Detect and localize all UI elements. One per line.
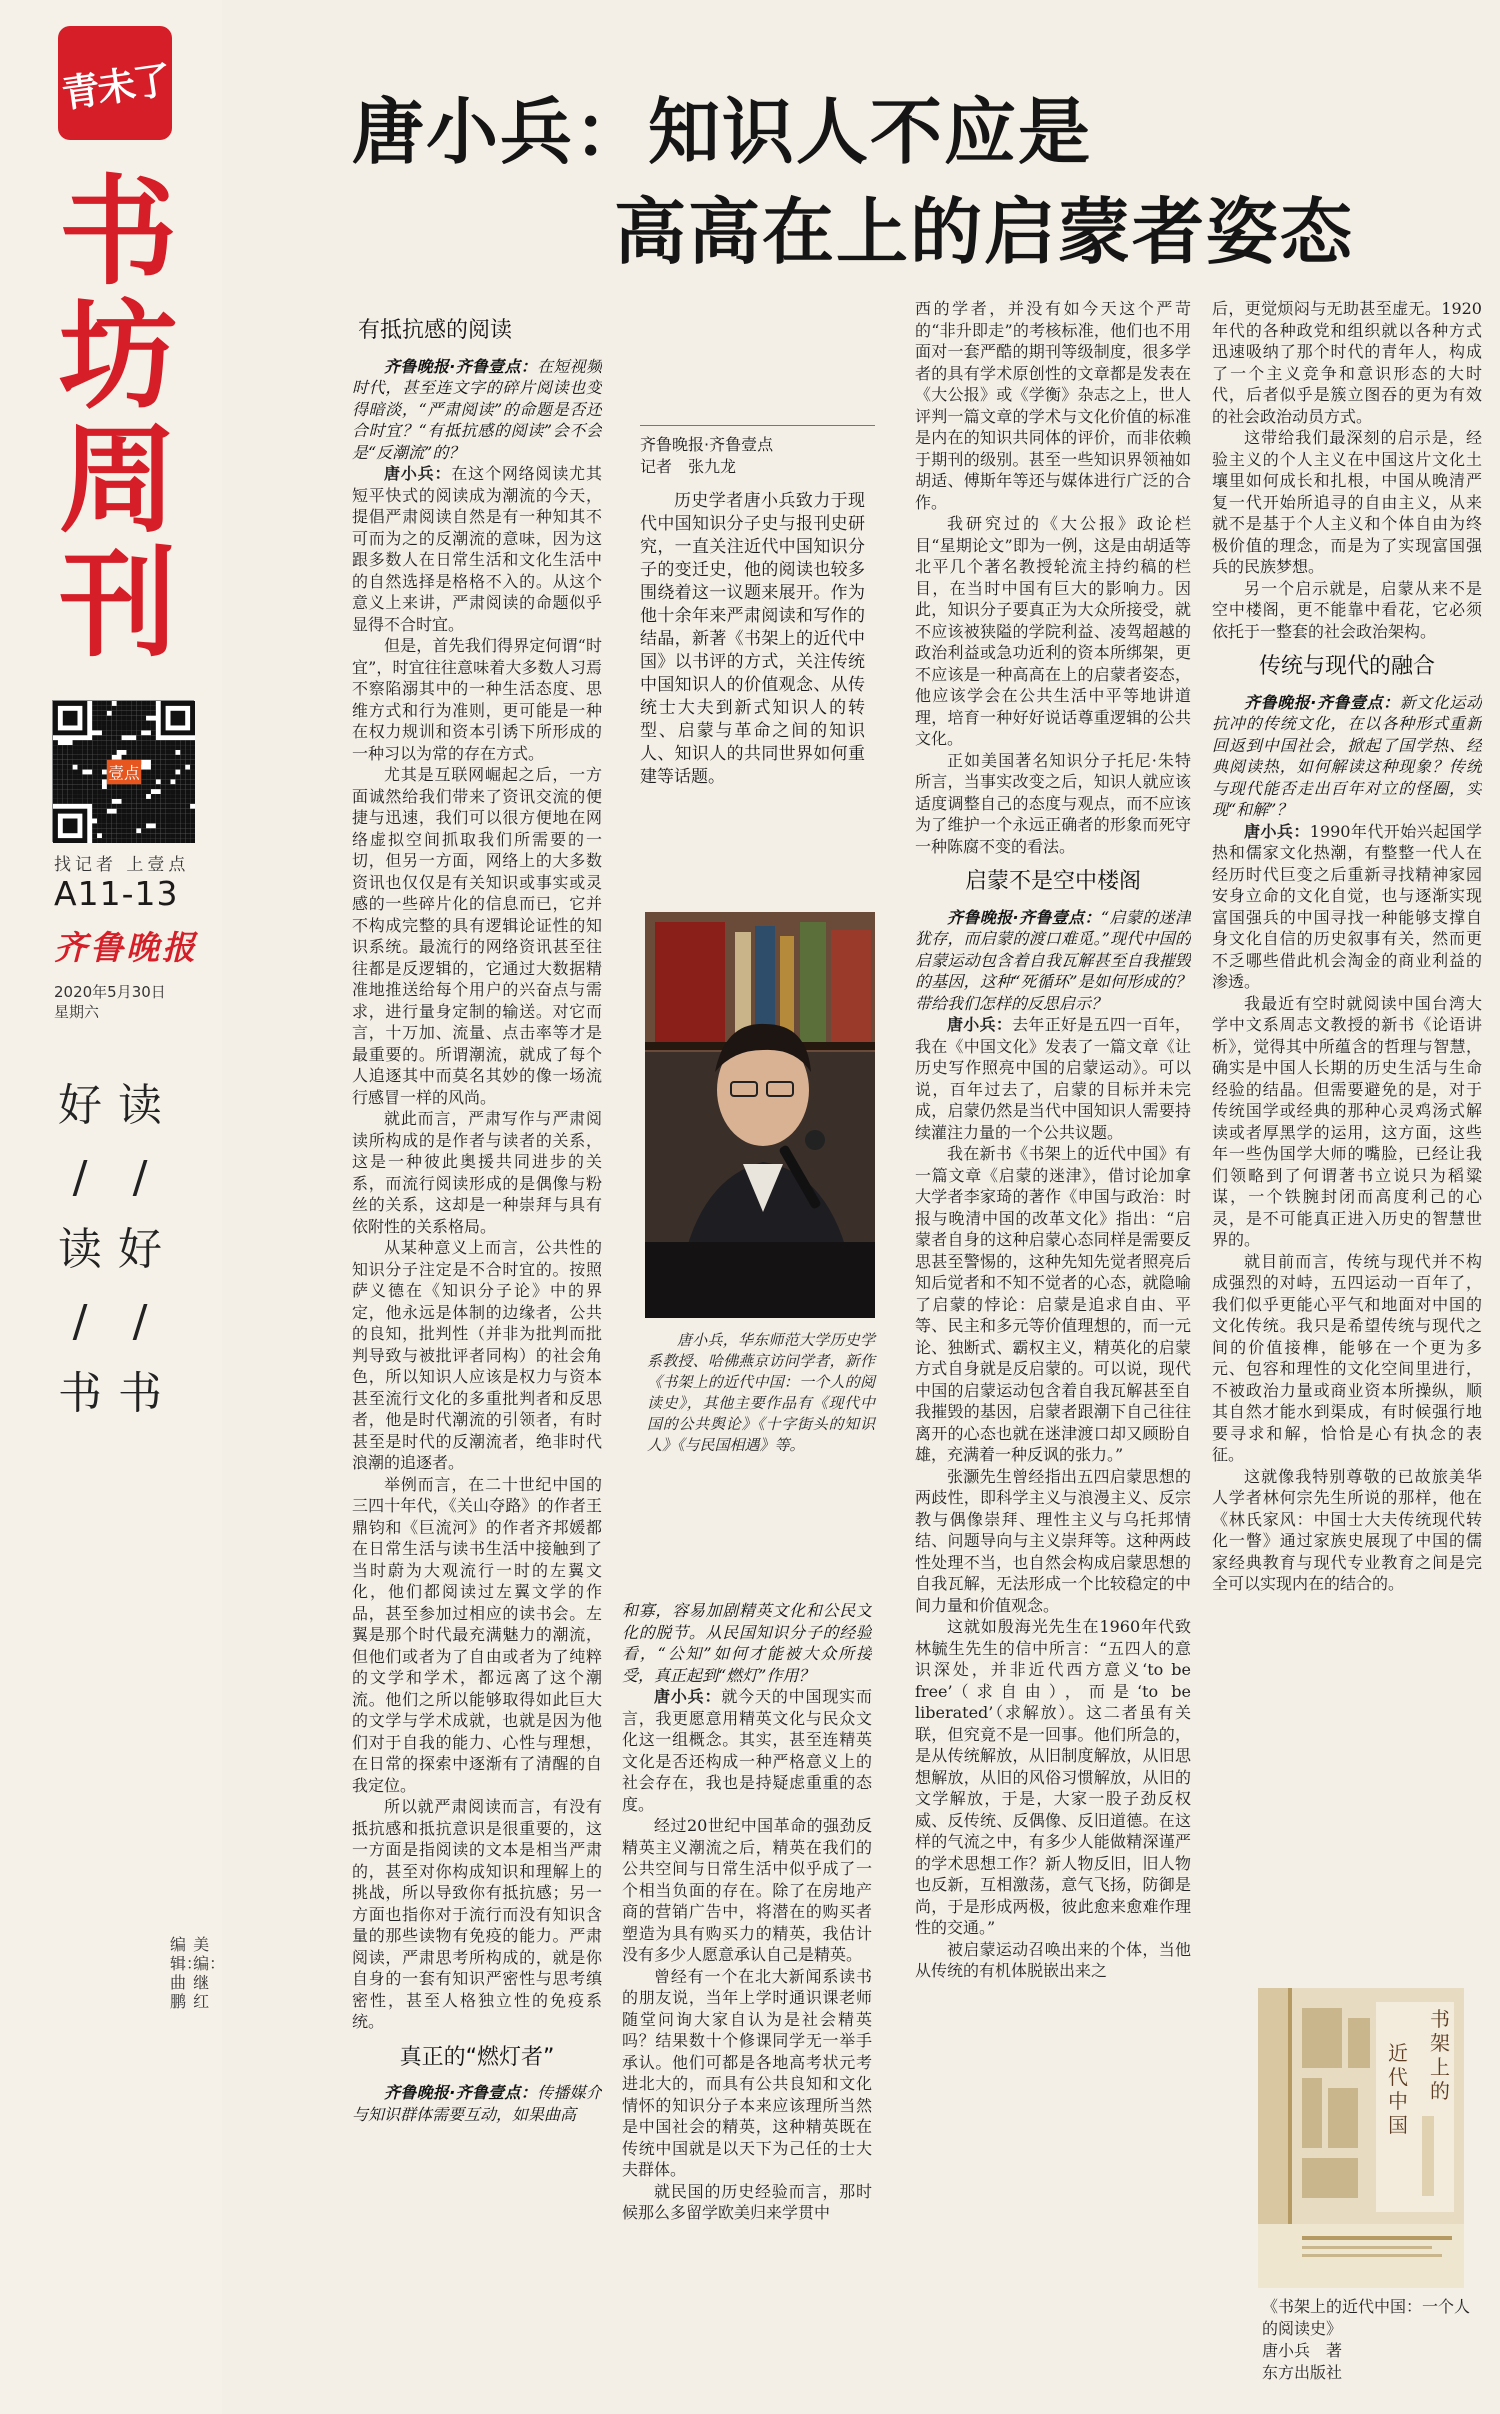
answer-text: 就今天的中国现实而言，我更愿意用精英文化与民众文化这一组概念。其实，甚至连精英文化是否还构成一种严格意义上的社会存在，我也是持疑虑重重的态度。 [622, 1687, 872, 1814]
book-caption [1262, 2296, 1472, 2384]
author-photo-graphic [645, 912, 875, 1318]
book-cover-char: 近 [1388, 2041, 1408, 2065]
paragraph: 另一个启示就是，启蒙从来不是空中楼阁，更不能靠中看花，它必须依托于一整套的社会政治架构。 [1212, 578, 1482, 641]
paragraph: 就目前而言，传统与现代并不构成强烈的对峙，五四运动一百年了，我们似乎更能心平气和地面对中国的文化传统。我只是希望传统与现代之间的价值接榫，能够在一个更为多元、包容和理性的文化空间里进行，不被政治力量或商业资本所操纵，顺其自然才能水到渠成，有时候强行地要寻求和解，恰恰是心有执念的表征。 [1212, 1251, 1482, 1464]
question-text: 在短视频时代，甚至连文字的碎片阅读也变得暗淡，“严肃阅读”的命题是否还合时宜？“有抵抗感的阅读”会不会是“反潮流”的？ [352, 356, 602, 462]
question [1212, 692, 1482, 821]
slogan-char: 读 [58, 1224, 102, 1275]
paragraph: 尤其是互联网崛起之后，一方面诚然给我们带来了资讯交流的便捷与迅速，我们可以很方便地在网络虚拟空间抓取我们所需要的一切，但另一方面，网络上的大多数资讯也仅仅是有关知识或事实或灵感的一些碎片化的信息而已，它并不构成完整的具有逻辑论证性的知识系统。最流行的网络资讯甚至往往都是反逻辑的，它通过大数据精准地推送给每个用户的兴奋点与需求，进行量身定制的输送。对它而言，十万加、流量、点击率等才是最重要的。所谓潮流，就成了每个人追逐其中而莫名其妙的像一场流行感冒一样的风尚。 [352, 765, 602, 1107]
question-lead: 齐鲁晚报·齐鲁壹点： [1244, 692, 1400, 712]
section-title-char: 书 [58, 163, 171, 301]
paragraph: 这带给我们最深刻的启示是，经验主义的个人主义在中国这片文化土壤里如何成长和扎根，中国从晚清严复一代开始所追寻的自由主义，从来就不是基于个人主义和个体自由为终极价值的理念，而是为了实现富国强兵的民族梦想。 [1212, 428, 1482, 576]
editor-credit: 编辑：曲鹏 [170, 1935, 203, 2011]
answer-lead: 唐小兵： [1244, 821, 1310, 841]
slogan-char: 书 [118, 1368, 162, 1419]
reporter-tag: 找记者 上壹点 [54, 855, 190, 875]
paragraph: 但是，首先我们得界定何谓“时宜”，时宜往往意味着大多数人习焉不察陷溺其中的一种生活态度、思维方式和行为准则，更可能是一种在权力规训和资本引诱下所形成的一种习以为常的存在方式。 [352, 636, 602, 763]
book-cover-char: 的 [1430, 2079, 1450, 2103]
answer-text: 在这个网络阅读尤其短平快式的阅读成为潮流的今天，提倡严肃阅读自然是有一种知其不可而为之的反潮流的意味，因为这跟多数人在日常生活和文化生活中的自然选择是格格不入的。从这个意义上来讲，严肃阅读的命题似乎显得不合时宜。 [352, 464, 602, 634]
book-publisher: 东方出版社 [1262, 2363, 1343, 2382]
paragraph: 就此而言，严肃写作与严肃阅读所构成的是作者与读者的关系，这是一种彼此奥援共同进步的关系，而流行阅读形成的是偶像与粉丝的关系，这却是一种崇拜与具有依附性的关系格局。 [352, 1109, 602, 1236]
designer-credit: 美编：继红 [193, 1935, 226, 2011]
book-cover [1258, 1988, 1464, 2288]
book-cover-char: 代 [1388, 2065, 1408, 2089]
question-text: 新文化运动抗冲的传统文化，在以各种形式重新回返到中国社会，掀起了国学热、经典阅读热，如何解读这种现象？传统与现代能否走出百年对立的怪圈，实现“和解”？ [1212, 692, 1482, 819]
paragraph: 曾经有一个在北大新闻系读书的朋友说，当年上学时通识课老师随堂问询大家自认为是社会精英吗？结果数十个修课同学无一举手承认。他们可都是各地高考状元考进北大的，而具有公共良知和文化情怀的知识分子本来应该理所当然是中国社会的精英，这种精英既在传统中国就是以天下为己任的士大夫群体。 [622, 1966, 872, 2179]
section-heading: 有抵抗感的阅读 [358, 318, 513, 343]
book-cover-char: 书 [1430, 2007, 1450, 2031]
article-column-3 [915, 298, 1191, 2398]
book-author: 唐小兵 著 [1262, 2341, 1343, 2360]
intro-rule [640, 425, 875, 426]
qr-code[interactable] [52, 700, 194, 842]
brand-logo-text: 青未了 [58, 57, 173, 116]
book-cover-char: 国 [1388, 2113, 1408, 2137]
question-continued: 和寡，容易加剧精英文化和公民文化的脱节。从民国知识分子的经验看，“公知”如何才能被大众所接受，真正起到“燃灯”作用？ [622, 1601, 872, 1685]
intro-text: 历史学者唐小兵致力于现代中国知识分子史与报刊史研究，一直关注近代中国知识分子的变迁史，他的阅读也较多围绕着这一议题来展开。作为他十余年来严肃阅读和写作的结晶，新著《书架上的近代中国》以书评的方式，关注传统中国知识人的价值观念、从传统士大夫到新式知识人的转型、启蒙与革命之间的知识人、知识人的共同世界如何重建等话题。 [640, 491, 865, 787]
question-lead: 齐鲁晚报·齐鲁壹点： [947, 907, 1101, 927]
paragraph: 被启蒙运动召唤出来的个体，当他从传统的有机体脱嵌出来之 [915, 1939, 1191, 1980]
issue-date [54, 982, 166, 1022]
book-cover-char: 架 [1430, 2031, 1450, 2055]
article-column-1 [352, 316, 602, 2396]
paragraph: 正如美国著名知识分子托尼·朱特所言，当事实改变之后，知识人就应该适度调整自己的态度与观点，而不应该为了维护一个永远正确者的形象而死守一种陈腐不变的看法。 [915, 750, 1191, 856]
byline-outlet: 齐鲁晚报·齐鲁壹点 [640, 435, 774, 454]
paragraph: 西的学者，并没有如今天这个严苛的“非升即走”的考核标准，他们也不用面对一套严酷的期刊等级制度，很多学者的具有学术原创性的文章都是发表在《大公报》或《学衡》杂志之上，世人评判一篇文章的学术与文化价值的标准是内在的知识共同体的评价，而非依赖于期刊的级别。甚至一些知识界领袖如胡适、傅斯年等还与媒体进行广泛的合作。 [915, 299, 1191, 512]
paragraph: 这就如殷海光先生在1960年代致林毓生先生的信中所言：“五四人的意识深处，并非近代西方意义‘to be free’（求自由），而是‘to be liberated’（求解放）。这二者虽有关联，但究竟不是一回事。他们所急的，是从传统解放，从旧制度解放，从旧思想解放，从旧的风俗习惯解放，从旧的文学解放，于是，大家一股子劲反权威、反传统、反偶像、反旧道德。在这样的气流之中，有多少人能做精深谨严的学术思想工作？新人物反旧，旧人物也反新，互相激荡，意气飞扬，防御是尚，于是形成两极，彼此愈来愈难作理性的交通。” [915, 1617, 1191, 1937]
issue-weekday: 星期六 [54, 1003, 100, 1021]
book-cover-char: 上 [1430, 2055, 1450, 2079]
slogan-char: 书 [58, 1368, 102, 1419]
section-title-char: 周 [58, 411, 171, 549]
paragraph: 经过20世纪中国革命的强劲反精英主义潮流之后，精英在我们的公共空间与日常生活中似乎成了一个相当负面的存在。除了在房地产商的营销广告中，将潜在的购买者塑造为具有购买力的精英，我估计没有多少人愿意承认自己是精英。 [622, 1816, 872, 1964]
answer-lead: 唐小兵： [947, 1015, 1013, 1034]
book-cover-graphic [1258, 1988, 1464, 2288]
answer-text: 1990年代开始兴起国学热和儒家文化热潮，有整整一代人在经历时代巨变之后重新寻找精神家园安身立命的文化自觉，也与逐渐实现富国强兵的中国寻找一种能够支撑自身文化自信的历史叙事有关，然而更不乏哪些借此机会淘金的商业利益的渗透。 [1212, 821, 1482, 991]
editor-credits [170, 1935, 226, 2011]
paragraph: 所以就严肃阅读而言，有没有抵抗感和抵抗意识是很重要的，这一方面是指阅读的文本是相当严肃的，甚至对你构成知识和理解上的挑战，所以导致你有抵抗感；另一方面也指你对于流行而没有知识含量的那些读物有免疫的能力。严肃阅读，严肃思考所构成的，就是你自身的一套有知识严密性与思考缜密性，甚至人格独立性的免疫系统。 [352, 1797, 602, 2031]
slogan-char: 好 [58, 1080, 102, 1131]
article-column-4 [1212, 298, 1482, 1958]
paragraph: 我在新书《书架上的近代中国》有一篇文章《启蒙的迷津》，借讨论加拿大学者李家琦的著作《申国与政治：时报与晚清中国的改革文化》指出：“启蒙者自身的这种启蒙心态同样是需要反思甚至警惕的，这种先知先觉者照亮后知后觉者和不知不觉者的心态，就隐喻了启蒙的悖论：启蒙是追求自由、平等、民主和多元等价值理想的，而一元论、独断式、霸权主义，精英化的启蒙方式自身就是反启蒙的。可以说，现代中国的启蒙运动包含着自我瓦解甚至自我摧毁的基因，启蒙者跟潮下自己往往离开的心态也就在迷津渡口却又顾盼自雄，充满着一种反讽的张力。” [915, 1144, 1191, 1464]
question-text: 传播媒介与知识群体需要互动，如果曲高 [352, 2083, 602, 2124]
section-title-char: 坊 [58, 287, 171, 425]
book-title: 《书架上的近代中国：一个人的阅读史》 [1262, 2297, 1471, 2338]
paragraph: 张灏先生曾经指出五四启蒙思想的两歧性，即科学主义与浪漫主义、反宗教与偶像崇拜、理性主义与乌托邦情结、问题导向与主义崇拜等。这种两歧性处理不当，也自然会构成启蒙思想的自我瓦解，无法形成一个比较稳定的中间力量和价值观念。 [915, 1466, 1191, 1615]
question-text: “启蒙的迷津犹存，而启蒙的渡口难觅。”现代中国的启蒙运动包含着自我瓦解甚至自我摧毁的基因，这种“死循环”是如何形成的？带给我们怎样的反思启示？ [915, 907, 1191, 1013]
author-photo [645, 912, 875, 1318]
qr-label: 壹点 [108, 763, 140, 783]
slogan-char: / [132, 1152, 148, 1203]
answer [915, 1014, 1191, 1143]
paragraph: 我研究过的《大公报》政论栏目“星期论文”即为一例，这是由胡适等北平几个著名教授轮流主持约稿的栏目，在当时中国有巨大的影响力。因此，知识分子要真正为大众所接受，就不应该被狭隘的学院利益、凌驾超越的政治利益或急功近利的资本所绑架，更不应该是一种高高在上的启蒙者姿态，他应该学会在公共生活中平等地讲道理，培育一种好好说话尊重逻辑的公共文化。 [915, 514, 1191, 748]
slogan-right [112, 1070, 168, 1430]
paragraph: 后，更觉烦闷与无助甚至虚无。1920年代的各种政党和组织就以各种方式迅速吸纳了那个时代的青年人，构成了一个主义竞争和意识形态的大时代，后者似乎是簇立图吞的更为有效的社会政治动员方式。 [1212, 299, 1482, 426]
page-range: A11-13 [54, 874, 179, 913]
slogan-char: / [72, 1296, 88, 1347]
section-title [50, 163, 180, 673]
section-title-char: 刊 [58, 535, 171, 673]
answer [622, 1686, 872, 1815]
article-column-2 [622, 1600, 872, 2400]
article-intro [640, 434, 865, 789]
question-lead: 齐鲁晚报·齐鲁壹点： [384, 2083, 538, 2102]
paragraph: 这就像我特别尊敬的已故旅美华人学者林何宗先生所说的那样，他在《林氏家风：中国士大夫传统现代转化一瞥》通过家族史展现了中国的儒家经典教育与现代专业教育之间是完全可以实现内在的结合的。 [1212, 1466, 1482, 1593]
question [352, 356, 602, 464]
byline-reporter: 记者 张九龙 [640, 457, 737, 476]
answer-text: 去年正好是五四一百年，我在《中国文化》发表了一篇文章《让历史写作照亮中国的启蒙运动》。可以说，百年过去了，启蒙的目标并未完成，启蒙仍然是当代中国知识人需要持续灌注力量的一个公共议题。 [915, 1015, 1191, 1142]
qr-code-graphic [53, 701, 195, 843]
issue-date-text: 2020年5月30日 [54, 983, 166, 1001]
answer [352, 463, 602, 635]
newspaper-name: 齐鲁晚报 [54, 928, 198, 967]
paragraph: 从某种意义上而言，公共性的知识分子注定是不合时宜的。按照萨义德在《知识分子论》中的界定，他永远是体制的边缘者，公共的良知，批判性（并非为批判而批判导致与被批评者同构）的社会角色，所以知识人应该是权力与资本甚至流行文化的多重批判者和反思者，他是时代潮流的引领者，有时甚至是时代的反潮流者，绝非时代浪潮的追逐者。 [352, 1238, 602, 1472]
section-heading: 启蒙不是空中楼阁 [964, 869, 1141, 894]
slogan-left [52, 1070, 108, 1430]
question-lead: 齐鲁晚报·齐鲁壹点： [384, 356, 538, 376]
slogan-char: 好 [118, 1224, 162, 1275]
answer-lead: 唐小兵： [384, 464, 452, 483]
section-heading: 真正的“燃灯者” [399, 2044, 555, 2070]
photo-caption: 唐小兵，华东师范大学历史学系教授、哈佛燕京访问学者，新作《书架上的近代中国：一个人的阅读史》，其他主要作品有《现代中国的公共舆论》《十字街头的知识人》《与民国相遇》等。 [647, 1331, 875, 1454]
question [915, 907, 1191, 1015]
question [352, 2082, 602, 2125]
brand-logo [58, 26, 172, 140]
headline-line-2: 高高在上的启蒙者姿态 [614, 190, 1355, 274]
answer [1212, 821, 1482, 993]
answer-lead: 唐小兵： [654, 1687, 722, 1706]
slogan-char: 读 [118, 1080, 162, 1131]
section-heading: 传统与现代的融合 [1258, 654, 1435, 679]
book-cover-char: 中 [1388, 2089, 1408, 2113]
paragraph: 就民国的历史经验而言，那时候那么多留学欧美归来学贯中 [622, 2181, 872, 2222]
headline-line-1: 唐小兵：知识人不应是 [352, 90, 1093, 174]
slogan-char: / [72, 1152, 88, 1203]
slogan-char: / [132, 1296, 148, 1347]
paragraph: 举例而言，在二十世纪中国的三四十年代，《关山夺路》的作者王鼎钧和《巨流河》的作者齐邦媛都在日常生活与读书生活中接触到了当时蔚为大观流行一时的左翼文化，他们都阅读过左翼文学的作品，甚至参加过相应的读书会。左翼是那个时代最充满魅力的潮流，但他们或者为了自由或者为了纯粹的文学和学术，都远离了这个潮流。他们之所以能够取得如此巨大的文学与学术成就，也就是因为他们对于自我的能力、心性与理想，在日常的探索中逐渐有了清醒的自我定位。 [352, 1474, 602, 1795]
byline [640, 434, 865, 478]
paragraph: 我最近有空时就阅读中国台湾大学中文系周志文教授的新书《论语讲析》，觉得其中所蕴含的哲理与智慧，确实是中国人长期的历史生活与生命经验的结晶。但需要避免的是，对于传统国学或经典的那种心灵鸡汤式解读或者厚黑学的运用，这方面，这些年一些伪国学大师的嘴脸，已经让我们领略到了何谓著书立说只为稻粱谋，一个铁腕封闭而高度利己的心灵，是不可能真正进入历史的智慧世界的。 [1212, 993, 1482, 1249]
